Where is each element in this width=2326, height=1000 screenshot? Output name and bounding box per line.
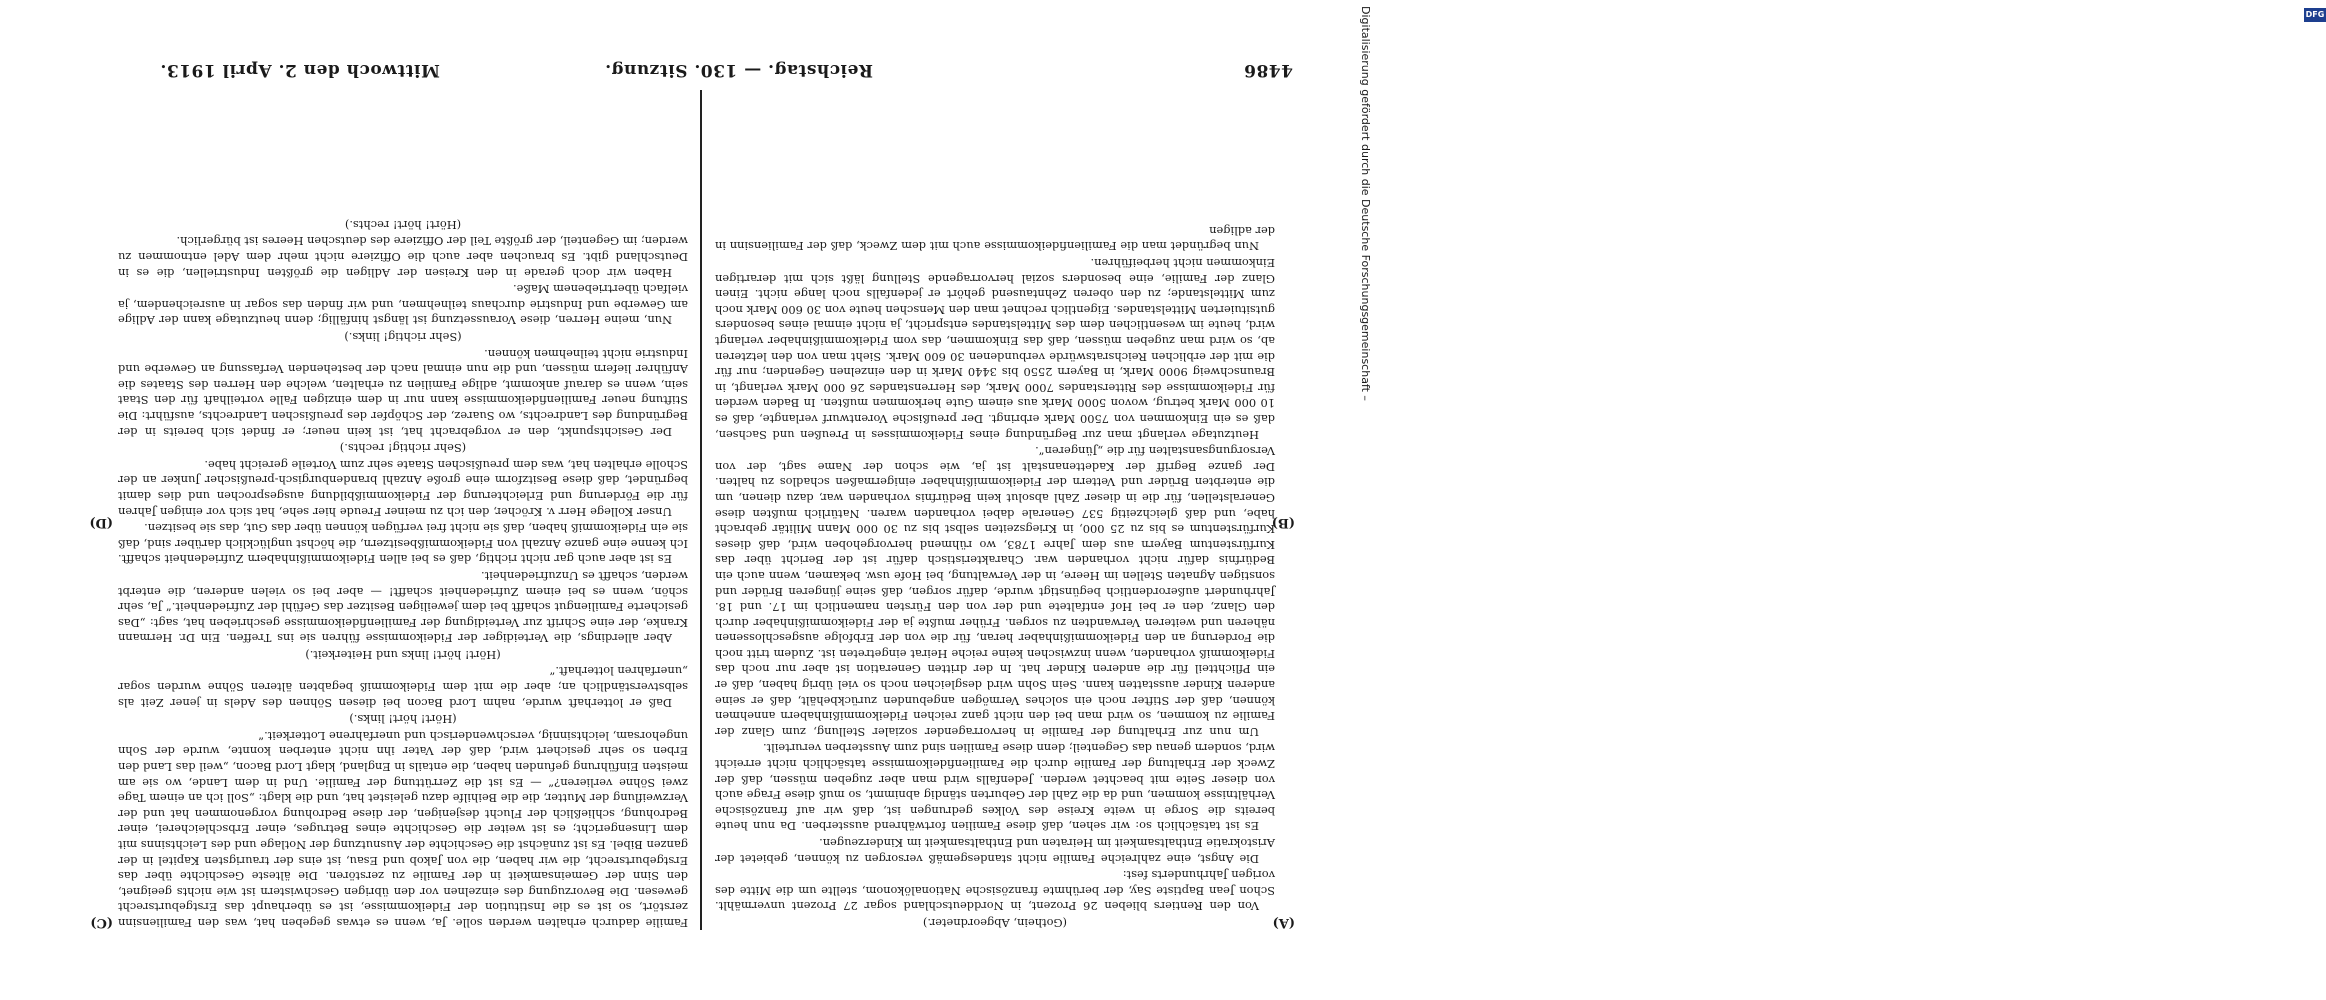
right-paragraph: Der Gesichtspunkt, den er vorgebracht hat, ist kein neuer; er findet sich bereits in der Begründung des Landrechts, wo Suarez, der Schöpfer des preußischen Landrechts, ausführt: Die Stiftung neuer Familienfideikommisse kann nur in dem einzigen Falle vorteilhaft für den Staat sein, wenn es darauf ankommt, adlige Familien zu erhalten, welche den Herren des Staates die Anführer liefern müssen, und die nun einmal nach der bestehenden Verfassung an Gewerbe und Industrie nicht teilnehmen können. <box>118 346 688 439</box>
right-paragraph: Haben wir doch gerade in den Kreisen der Adligen die größten Industriellen, die es in Deutschland gibt. Es brauchen aber auch die Offiziere nicht mehr dem Adel entnommen zu werden; im Gegenteil, der größte Teil der Offiziere des deutschen Heeres ist bürgerlich. <box>118 234 688 280</box>
right-paragraph: Es ist aber auch gar nicht richtig, daß es bei allen Fideikommißinhabern Zufriedenheit schafft. Ich kenne eine ganze Anzahl von Fideikommißbesitzern, die höchst unglücklich darüber sind, daß sie ein Fideikommiß haben, daß sie nicht frei verfügen können über das Gut, das sie besitzen. <box>118 521 688 567</box>
right-column <box>118 90 688 930</box>
right-paragraph: Unser Kollege Herr v. Kröcher, den ich zu meiner Freude hier sehe, hat sich vor einigen Jahren für die Förderung und Erleichterung der Fideikommißbildung ausgesprochen und dies damit begründet, daß diese Besitzform eine große Anzahl brandenburgisch-preußischer Junker an der Scholle erhalten hat, was dem preußischen Staate sehr zum Vorteile gereicht habe. <box>118 457 688 519</box>
right-paragraph: Nun, meine Herren, diese Voraussetzung ist längst hinfällig; denn heutzutage kann der Adlige am Gewerbe und Industrie durchaus teilnehmen, und wir finden das sogar in ausreichendem, ja vielfach übertriebenem Maße. <box>118 282 688 328</box>
left-paragraph: Heutzutage verlangt man zur Begründung eines Fideikommisses in Preußen und Sachsen, daß es ein Einkommen von 7500 Mark erbringt. Der preußische Vorentwurf verlangte, daß es 10 000 Mark betrug, wovon 5000 Mark aus einem Gute herkommen mußten. In Baden werden für Fideikommisse des Ritterstandes 7000 Mark, des Herrenstandes 26 000 Mark verlangt, in Braunschweig 9000 Mark, in Bayern 2550 bis 3440 Mark in den einzelnen Gegenden; nur für die mit der erblichen Reichsratswürde verbundenen 30 600 Mark. Sieht man von den letzteren ab, so wird man zugeben müssen, daß das Einkommen, das vom Fideikommißinhaber verlangt wird, heute im wesentlichen dem des Mittelstandes entspricht, ja nicht einmal eines besonders gutsituierten Mittelstandes. Eigentlich rechnet man den Menschen heute von 30 600 Mark noch zum Mittelstande; zu den oberen Zehntausend gehört er jedenfalls noch lange nicht. Einen Glanz der Familie, eine besonders sozial hervorragende Stellung läßt sich mit derartigen Einkommen nicht herbeiführen. <box>715 256 1275 442</box>
margin-marker-d: (D) <box>89 515 113 530</box>
page-number: 4486 <box>1243 60 1293 80</box>
left-column <box>715 90 1275 930</box>
left-paragraph: Von den Rentiers blieben 26 Prozent, in Norddeutschland sogar 27 Prozent unvermählt. Schon Jean Baptiste Say, der berühmte französische Nationalökonom, stellte um die Mitte des vorigen Jahrhunderts fest: <box>715 868 1275 914</box>
page-header <box>90 54 1293 80</box>
speaker-label: (Gothein, Abgeordneter.) <box>922 916 1068 930</box>
margin-marker-a: (A) <box>1272 915 1295 930</box>
right-paragraph: Aber allerdings, die Verteidiger der Fideikommisse führen sie ins Treffen. Ein Dr. Hermann Kranke, der eine Schrift zur Verteidigung der Familienfideikommisse geschrieben hat, sagt: „Das gesicherte Familiengut schafft bei dem jeweiligen Besitzer das Gefühl der Zufriedenheit.“ Ja, sehr schön, wenn es bei einem Zufriedenheit schafft! — aber bei so vielen anderen, die enterbt werden, schafft es Unzufriedenheit. <box>118 568 688 646</box>
interjection: (Sehr richtig! links.) <box>344 330 462 345</box>
interjection: (Hört! hört! links und Heiterkeit.) <box>305 647 501 662</box>
left-paragraph: Um nun zur Erhaltung der Familie in hervorragender sozialer Stellung, zum Glanz der Familie zu kommen, so wird man bei den nicht ganz reichen Fideikommißinhabern annehmen können, daß der Stifter noch ein solches Vermögen angebunden zurückbehält, daß er seine anderen Kinder ausstatten kann. Sein Sohn wird desgleichen noch so viel übrig haben, daß er ein Pflichtteil für die anderen Kinder hat. In der dritten Generation ist aber nur noch das Fideikommiß vorhanden, wenn inzwischen keine reiche Heirat eingetreten ist. Zudem tritt noch die Forderung an den Fideikommißinhaber heran, für die von der Erbfolge ausgeschlossenen näheren und weiteren Verwandten zu sorgen. Früher mußte ja der Fideikommißinhaber durch den Glanz, den er bei Hof entfaltete und der von den Fürsten namentlich im 17. und 18. Jahrhundert außerordentlich begünstigt wurde, dafür sorgen, daß seine jüngeren Brüder und sonstigen Agnaten Stellen im Heere, in der Verwaltung, bei Hofe usw. bekamen, wenn auch ein Bedürfnis dafür nicht vorhanden war. Charakteristisch dafür ist der Bericht über das Kurfürstentum Bayern aus dem Jahre 1783, wo rühmend hervorgehoben wird, daß dieses Kurfürstentum es bis zu 25 000, in Kriegszeiten selbst bis zu 30 000 Mann Militär gebracht habe, und daß gleichzeitig 537 Generale dabei vorhanden waren. Natürlich mußten diese Generalstellen, für die in dieser Zahl absolut kein Bedürfnis vorhanden war, dazu dienen, um die enterbten Brüder und Vettern der Fideikommißinhaber einigermaßen schadlos zu halten. Der ganze Begriff der Kadettenanstalt ist ja, wie schon der Name sagt, der von Versorgungsanstalten für die „Jüngeren“. <box>715 444 1275 739</box>
left-quote: Die Angst, eine zahlreiche Familie nicht standesgemäß versorgen zu können, gebietet der Aristokratie Enthaltsamkeit im Heiraten und Enthaltsamkeit im Kinderzeugen. <box>715 836 1275 866</box>
interjection: (Sehr richtig! rechts.) <box>339 441 467 456</box>
interjection: (Hört! hört! links.) <box>349 712 457 727</box>
session-date: Mittwoch den 2. April 1913. <box>160 60 440 80</box>
right-paragraph: Daß er lotterhaft wurde, nahm Lord Bacon bei diesen Söhnen des Adels in jener Zeit als selbstverständlich an; aber die mit dem Fideikommiß begabten älteren Söhne wurden sogar „unerfahren lotterhaft.“ <box>118 664 688 710</box>
left-paragraph: Es ist tatsächlich so: wir sehen, daß diese Familien fortwährend aussterben. Da nun heute bereits die Sorge in weite Kreise des Volkes gedrungen ist, daß wir auf französische Verhältnisse kommen, und da die Zahl der Geburten ständig abnimmt, so muß diese Frage auch von dieser Seite mit beachtet werden. Jedenfalls wird man aber zugeben müssen, daß der Zweck der Erhaltung der Familie durch die Familienfideikommisse tatsächlich nicht erreicht wird, sondern genau das Gegenteil; denn diese Familien sind zum Aussterben verurteilt. <box>715 741 1275 834</box>
session-title: Reichstag. — 130. Sitzung. <box>604 60 873 80</box>
digitization-credit <box>1348 6 2325 996</box>
credit-text: Digitalisierung gefördert durch die Deutsche Forschungsgemeinschaft – <box>1359 6 1372 401</box>
left-paragraph: Nun begründet man die Familienfideikommisse auch mit dem Zweck, daß der Familiensinn in der adligen <box>715 223 1275 254</box>
margin-marker-c: (C) <box>90 915 113 930</box>
column-divider <box>700 90 702 930</box>
right-paragraph: Familie dadurch erhalten werden solle. Ja, wenn es etwas gegeben hat, was den Familiensinn zerstört, so ist es die Institution der Fideikommisse, ist es überhaupt das Erstgeburtsrecht gewesen. Die Bevorzugung des einzelnen vor den übrigen Geschwistern ist wie nichts geeignet, den Sinn der Gemeinsamkeit in der Familie zu zerstören. Die älteste Geschichte über das Erstgeburtsrecht, die wir haben, die von Jakob und Esau, ist eins der traurigsten Kapitel in der ganzen Bibel. Es ist zunächst die Geschichte der Ausnutzung der Notlage und des Leichtsinns mit dem Linsengericht; es ist weiter die Geschichte eines Betruges, einer Erbschleicherei, einer Bedrohung, schließlich der Flucht desjenigen, der diese Bedrohung vorgenommen hat und der Verzweiflung der Mutter, die die Beihilfe dazu geleistet hat, und die klagt: „Soll ich an einem Tage zwei Söhne verlieren?“ — Es ist die Zerrüttung der Familie. Und in dem Lande, wo sie am meisten Einführung gefunden haben, die entails in England, klagt Lord Bacon, „weil das Land den Erben so sehr gesichert wird, daß der Vater ihn nicht enterben konnte, wurde der Sohn ungehorsam, leichtsinnig, verschwenderisch und unerfahrene Lotterkeit.“ <box>118 728 688 930</box>
margin-marker-b: (B) <box>1271 515 1295 530</box>
dfg-logo: DFG <box>2304 8 2326 22</box>
interjection: (Hört! hört! rechts.) <box>344 217 462 232</box>
